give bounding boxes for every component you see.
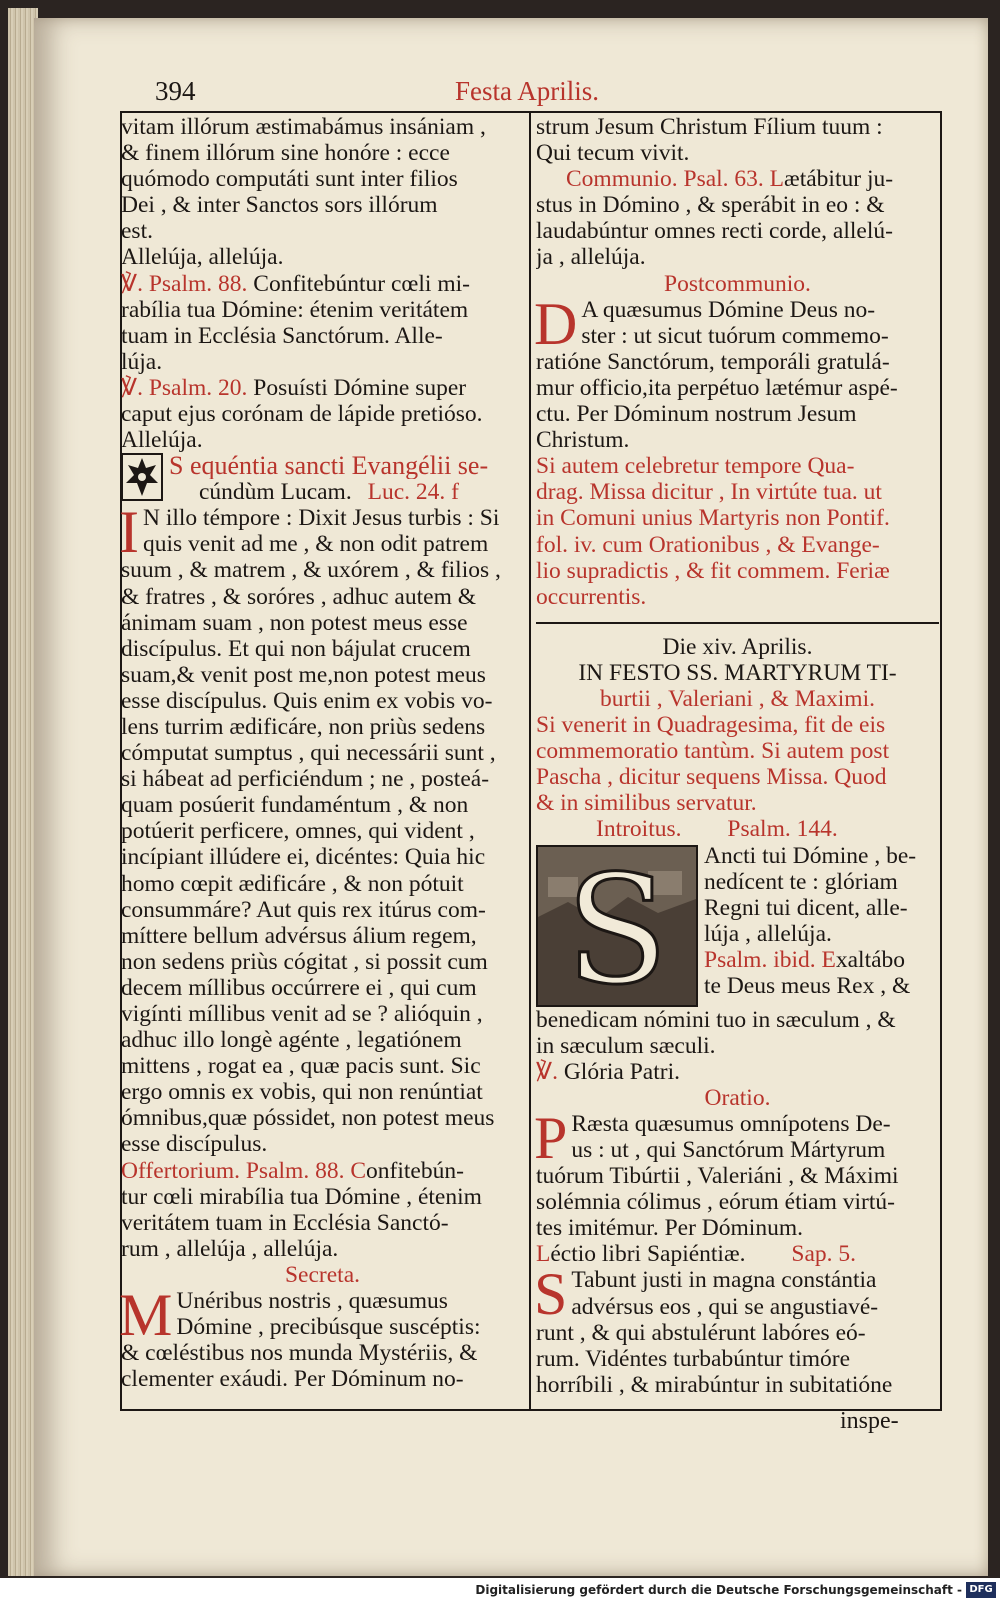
top-rule: [122, 111, 942, 113]
gospel-line: lens turrim ædificáre, non priùs sedens: [121, 713, 486, 740]
gospel-line: adhuc illo longè agénte , legatiónem: [121, 1027, 462, 1054]
page-number: 394: [155, 76, 196, 106]
gospel-line: N illo témpore : Dixit Jesus turbis : Si: [142, 505, 500, 532]
right-column: [536, 114, 939, 1398]
postcommunio-text: [534, 290, 939, 454]
left-text-line: est.: [121, 218, 153, 245]
lectio-line: rum. Vidéntes turbabúntur timóre: [536, 1345, 851, 1372]
right-top-line: strum Jesum Christum Fílium tuum :: [536, 114, 883, 140]
left-text-line: caput ejus corónam de lápide pretióso.: [121, 401, 483, 428]
left-text-line: lúja.: [121, 348, 163, 375]
postcommunio-block: [534, 290, 939, 454]
oratio-line: solémnia cólimus , eórum étiam virtú-: [536, 1189, 895, 1216]
postcommunio-dropcap: D: [534, 290, 578, 357]
gospel-line: esse discípulus.: [121, 1131, 268, 1158]
left-text-line: Allelúja, allelúja.: [121, 244, 284, 271]
gloria-line: [536, 1059, 939, 1085]
gospel-heading: [121, 453, 524, 505]
oratio-line: tuórum Tibúrtii , Valeriáni , & Máximi: [536, 1163, 899, 1190]
gospel-block: [119, 499, 524, 1158]
communio-start: ætábitur ju-: [784, 166, 894, 193]
gospel-line: suum , & matrem , & uxórem , & filios ,: [121, 557, 501, 584]
gospel-text: [119, 499, 524, 1158]
lectio-text: [534, 1261, 939, 1398]
rubric-line: drag. Missa dicitur , In virtúte tua. ut: [536, 479, 882, 506]
benedicam-line: benedicam nómini tuo in sæculum , &: [536, 1006, 896, 1033]
right-top-line: Qui tecum vivit.: [536, 140, 690, 167]
feast-rubric-block: [536, 712, 939, 816]
gospel-line: homo cœpit ædificáre , & non pótuit: [121, 870, 464, 897]
feast-rubric-line: commemoratio tantùm. Si autem post: [536, 738, 890, 765]
feast-title-1: IN FESTO SS. MARTYRUM TI-: [578, 659, 897, 686]
introitus-heading: [536, 816, 939, 842]
introitus-block: [536, 843, 939, 1007]
rubric-block: [536, 453, 939, 610]
postcommunio-line: ster : ut sicut tuórum commemo-: [581, 322, 889, 349]
psalm-verse-label: ℣. Psalm. 20.: [121, 374, 248, 401]
gospel-reference: Luc. 24. f: [367, 479, 459, 506]
gospel-line: non sedens priùs cógitat , si possit cum: [121, 948, 488, 975]
lectio-line: advérsus eos , qui se angustiavé-: [571, 1293, 879, 1320]
gospel-line: potúerit perficere, omnes, qui vident ,: [121, 818, 475, 845]
introitus-psalm: Psalm. 144.: [727, 816, 838, 843]
gospel-line: ergo omnis ex vobis, qui non renúntiat: [121, 1079, 483, 1106]
psalm-ibid-line: te Deus meus Rex , &: [704, 973, 911, 999]
introitus-label: Introitus.: [596, 816, 682, 843]
offertory-start: onfitebún-: [366, 1157, 464, 1184]
psalm-ibid-line: [704, 947, 939, 973]
footer-credit: Digitalisierung gefördert durch die Deutsche Forschungsgemeinschaft -: [475, 1583, 962, 1597]
dfg-logo: DFG: [966, 1582, 996, 1598]
woodcut-initial: [536, 845, 698, 1007]
introitus-line: lúja , allelúja.: [704, 920, 832, 947]
introitus-line: nedícent te : glóriam: [704, 868, 898, 895]
ornament-icon: [121, 453, 163, 501]
gospel-heading-line-2: cúndùm Lucam.: [199, 479, 352, 506]
secreta-line: Dómine , precibúsque suscéptis:: [176, 1314, 481, 1341]
running-head: [155, 76, 960, 110]
offertory-label: Offertorium. Psalm. 88. C: [121, 1157, 366, 1184]
gospel-line: ánimam suam , non potest meus esse: [121, 609, 468, 636]
left-text-line: [121, 375, 524, 401]
feast-date: Die xiv. Aprilis.: [662, 633, 813, 660]
introitus-line: Regni tui dicent, alle-: [704, 894, 908, 921]
left-text-line: rabília tua Dómine: étenim veritátem: [121, 296, 469, 323]
left-text-line: & finem illórum sine honóre : ecce: [121, 140, 450, 167]
postcommunio-line: A quæsumus Dómine Deus no-: [581, 296, 876, 323]
psalm-verse-text: Confitebúntur cœli mi-: [247, 270, 470, 297]
oratio-line: tes imitémur. Per Dóminum.: [536, 1215, 803, 1242]
oratio-line: us : ut , qui Sanctórum Mártyrum: [571, 1137, 886, 1163]
lectio-line: [536, 1241, 939, 1267]
secreta-block: [119, 1282, 524, 1393]
postcommunio-line: Christum.: [536, 427, 630, 454]
gospel-line: cómputat sumptus , qui necessárii sunt ,: [121, 740, 496, 767]
gospel-line: mittens , rogat ea , quæ pacis sunt. Sic: [121, 1053, 481, 1080]
communio-line: laudabúntur omnes recti corde, allelú-: [536, 218, 893, 245]
oratio-block: [534, 1104, 939, 1242]
lectio-line: Tabunt justi in magna constántia: [571, 1267, 877, 1294]
left-text-line: quómodo computáti sunt inter filios: [121, 166, 458, 193]
benedicam-block: [536, 1007, 939, 1059]
gospel-line: esse discípulus. Quis enim ex vobis vo-: [121, 687, 493, 714]
postcommunio-line: ratióne Sanctórum, temporáli gratulá-: [536, 348, 890, 375]
offertory-line: veritátem tuam in Ecclésia Sanctó-: [121, 1209, 449, 1236]
left-top-block: [121, 114, 524, 453]
feast-title-2: burtii , Valeriani , & Maximi.: [599, 685, 875, 712]
benedicam-line: in sæculum sæculi.: [536, 1032, 716, 1059]
lectio-reference: Sap. 5.: [791, 1241, 857, 1268]
left-text-line: tuam in Ecclésia Sanctórum. Alle-: [121, 322, 443, 349]
psalm-ibid-label: Psalm. ibid. E: [704, 946, 836, 973]
left-text-line: Allelúja.: [121, 427, 203, 454]
rubric-line: fol. iv. cum Orationibus , & Evange-: [536, 531, 880, 558]
communio-line: ja , allelúja.: [536, 244, 646, 271]
gospel-line: ómnibus,quæ póssidet, non potest meus: [121, 1105, 495, 1132]
woodcut-letter-icon: [538, 847, 696, 1005]
feast-rubric-line: Si venerit in Quadragesima, fit de eis: [536, 712, 886, 739]
gospel-line: decem míllibus occúrrere ei , qui cum: [121, 974, 477, 1001]
oratio-text: [534, 1104, 939, 1242]
catchword: inspe-: [840, 1408, 899, 1434]
postcommunio-line: mur officio,ita perpétuo lætémur aspé-: [536, 374, 898, 401]
secreta-dropcap: M: [119, 1282, 173, 1349]
oratio-dropcap: P: [534, 1104, 568, 1171]
feast-separator: [536, 622, 939, 624]
lectio-block: [534, 1261, 939, 1398]
postcommunio-heading: Postcommunio.: [664, 270, 811, 297]
communio-line: [536, 166, 939, 192]
lectio-initial: L: [536, 1241, 551, 1268]
gospel-line: discípulus. Et qui non bájulat crucem: [121, 635, 471, 662]
rubric-line: Si autem celebretur tempore Qua-: [536, 453, 855, 480]
oratio-line: Ræsta quæsumus omnípotens De-: [571, 1110, 891, 1137]
communio-block: [536, 192, 939, 270]
gospel-line: quam posúerit fundaméntum , & non: [121, 792, 469, 819]
secreta-heading: Secreta.: [284, 1261, 361, 1288]
introitus-line: Ancti tui Dómine , be-: [704, 842, 917, 869]
rubric-line: lio supradictis , & fit commem. Feriæ: [536, 557, 890, 584]
psalm-verse-label: ℣. Psalm. 88.: [121, 270, 248, 297]
left-text-line: Dei , & inter Sanctos sors illórum: [121, 192, 438, 219]
feast-rubric-line: & in similibus servatur.: [536, 790, 757, 817]
gospel-dropcap: I: [119, 499, 139, 566]
psalm-ibid-start: xaltábo: [835, 946, 906, 973]
running-title: Festa Aprilis.: [455, 76, 600, 106]
lectio-dropcap: S: [534, 1261, 568, 1328]
footer-bar: [0, 1578, 1000, 1605]
psalm-verse-text: Posuísti Dómine super: [247, 374, 467, 401]
secreta-text: [119, 1282, 524, 1393]
gospel-line: míttere bellum advérsus álium regem,: [121, 922, 477, 949]
lectio-line: runt , & qui abstulérunt labóres eó-: [536, 1319, 866, 1346]
feast-rubric-line: Pascha , dicitur sequens Missa. Quod: [536, 764, 887, 791]
gloria-text: Glória Patri.: [563, 1058, 680, 1085]
secreta-line: & cœléstibus nos munda Mystériis, &: [121, 1340, 478, 1367]
gospel-line: suam,& venit post me,non potest meus: [121, 661, 486, 688]
gospel-line: vigínti míllibus venit ad se ? alióquin ,: [121, 1001, 483, 1027]
left-column: [121, 114, 524, 1392]
oratio-heading: Oratio.: [704, 1084, 771, 1111]
gospel-line: si hábeat ad perficiéndum ; ne , posteá-: [121, 766, 490, 793]
offertory-line: tur cœli mirabília tua Dómine , étenim: [121, 1183, 482, 1210]
offertory-line: [121, 1158, 524, 1184]
right-outer-rule: [940, 111, 942, 1411]
bottom-rule: [122, 1409, 942, 1411]
lectio-line: horríbili , & mirabúntur in subitatióne: [536, 1371, 893, 1398]
versicle-symbol: ℣.: [536, 1058, 558, 1085]
rubric-line: occurrentis.: [536, 583, 647, 610]
postcommunio-line: ctu. Per Dóminum nostrum Jesum: [536, 401, 857, 428]
offertory-line: rum , allelúja , allelúja.: [121, 1235, 339, 1262]
woodcut-letter: S: [565, 846, 669, 1005]
right-top-block: [536, 114, 939, 166]
secreta-line: Unéribus nostris , quæsumus: [176, 1288, 448, 1315]
gospel-line: quis venit ad me , & non odit patrem: [142, 531, 489, 558]
column-divider: [529, 111, 531, 1411]
gospel-line: & fratres , & soróres , adhuc autem &: [121, 583, 477, 610]
communio-line: stus in Dómino , & sperábit in eo : &: [536, 192, 885, 219]
left-text-line: vitam illórum æstimabámus insániam ,: [121, 114, 486, 140]
rubric-line: in Comuni unius Martyris non Pontif.: [536, 505, 890, 532]
gospel-line: consummáre? Aut quis rex itúrus com-: [121, 896, 486, 923]
left-text-line: [121, 271, 524, 297]
lectio-title: éctio libri Sapiéntiæ.: [550, 1241, 746, 1268]
communio-label: Communio. Psal. 63. L: [566, 166, 785, 193]
gospel-line: incípiant illúdere ei, dicéntes: Quia hic: [121, 844, 486, 871]
secreta-line: clementer exáudi. Per Dóminum no-: [121, 1366, 464, 1393]
gospel-heading-line-1: S equéntia sancti Evangélii se-: [169, 453, 489, 480]
offertory-block: [121, 1184, 524, 1262]
